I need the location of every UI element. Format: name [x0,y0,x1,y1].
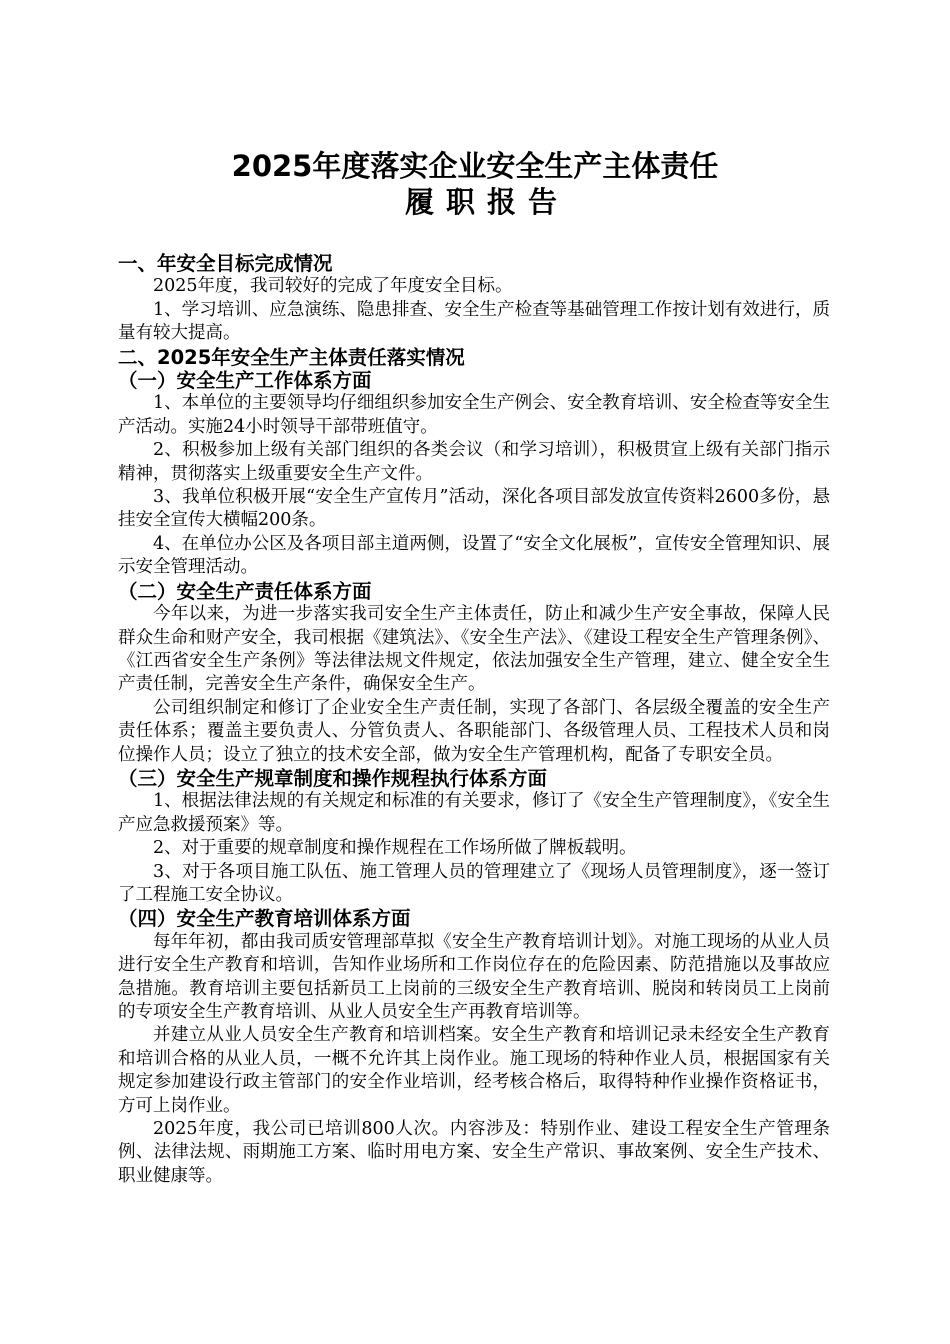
paragraph: 4、在单位办公区及各项目部主道两侧，设置了“安全文化展板”，宣传安全管理知识、展示安全管理活动。 [118,533,830,578]
paragraph: 2、积极参加上级有关部门组织的各类会议（和学习培训），积极贯宣上级有关部门指示精神，贯彻落实上级重要安全生产文件。 [118,440,830,484]
paragraph: 1、学习培训、应急演练、隐患排查、安全生产检查等基础管理工作按计划有效进行，质量有较大提高。 [118,299,830,344]
paragraph: 2025年度，我公司已培训800人次。内容涉及：特别作业、建设工程安全生产管理条例、法律法规、雨期施工方案、临时用电方案、安全生产常识、事故案例、安全生产技术、职业健康等。 [118,1119,830,1186]
subsection-heading-4: （四）安全生产教育培训体系方面 [118,907,411,931]
paragraph: 每年年初，都由我司质安管理部草拟《安全生产教育培训计划》。对施工现场的从业人员进行安全生产教育和培训，告知作业场所和工作岗位存在的危险因素、防范措施以及事故应急措施。教育培训主要包括新员工上岗前的三级安全生产教育培训、脱岗和转岗员工上岗前的专项安全生产教育培训、从业人员安全生产再教育培训等。 [118,931,830,1022]
paragraph: 3、我单位积极开展“安全生产宣传月”活动，深化各项目部发放宣传资料2600多份，悬挂安全宣传大横幅200条。 [118,487,830,531]
section-heading-2: 二、2025年安全生产主体责任落实情况 [118,345,465,369]
subsection-heading-3: （三）安全生产规章制度和操作规程执行体系方面 [118,766,548,790]
paragraph: 并建立从业人员安全生产教育和培训档案。安全生产教育和培训记录未经安全生产教育和培训合格的从业人员，一概不允许其上岗作业。施工现场的特种作业人员，根据国家有关规定参加建设行政主管部门的安全作业培训，经考核合格后，取得特种作业操作资格证书，方可上岗作业。 [118,1025,830,1116]
section-heading-1: 一、年安全目标完成情况 [118,252,333,275]
paragraph: 今年以来，为进一步落实我司安全生产主体责任，防止和减少生产安全事故，保障人民群众生命和财产安全，我司根据《建筑法》、《安全生产法》、《建设工程安全生产管理条例》、《江西省安全生产条例》等法律法规文件规定，依法加强安全生产管理，建立、健全安全生产责任制，完善安全生产条件，确保安全生产。 [118,604,830,695]
paragraph: 2、对于重要的规章制度和操作规程在工作场所做了牌板载明。 [153,838,637,859]
subsection-heading-1: （一）安全生产工作体系方面 [118,369,372,393]
paragraph: 1、本单位的主要领导均仔细组织参加安全生产例会、安全教育培训、安全检查等安全生产活动。实施24小时领导干部带班值守。 [118,393,830,437]
paragraph: 公司组织制定和修订了企业安全生产责任制，实现了各部门、各层级全覆盖的安全生产责任体系；覆盖主要负责人、分管负责人、各职能部门、各级管理人员、工程技术人员和岗位操作人员；设立了独立的技术安全部，做为安全生产管理机构，配备了专职安全员。 [118,697,830,765]
paragraph: 3、对于各项目施工队伍、施工管理人员的管理建立了《现场人员管理制度》，逐一签订了工程施工安全协议。 [118,861,830,905]
subsection-heading-2: （二）安全生产责任体系方面 [118,579,372,603]
document-body [118,252,830,1188]
paragraph: 2025年度，我司较好的完成了年度安全目标。 [153,276,513,297]
document-subtitle: 履职报告 [404,185,569,219]
paragraph: 1、根据法律法规的有关规定和标准的有关要求，修订了《安全生产管理制度》，《安全生产应急救援预案》等。 [118,791,830,835]
document-title: 2025年度落实企业安全生产主体责任 [231,149,719,183]
